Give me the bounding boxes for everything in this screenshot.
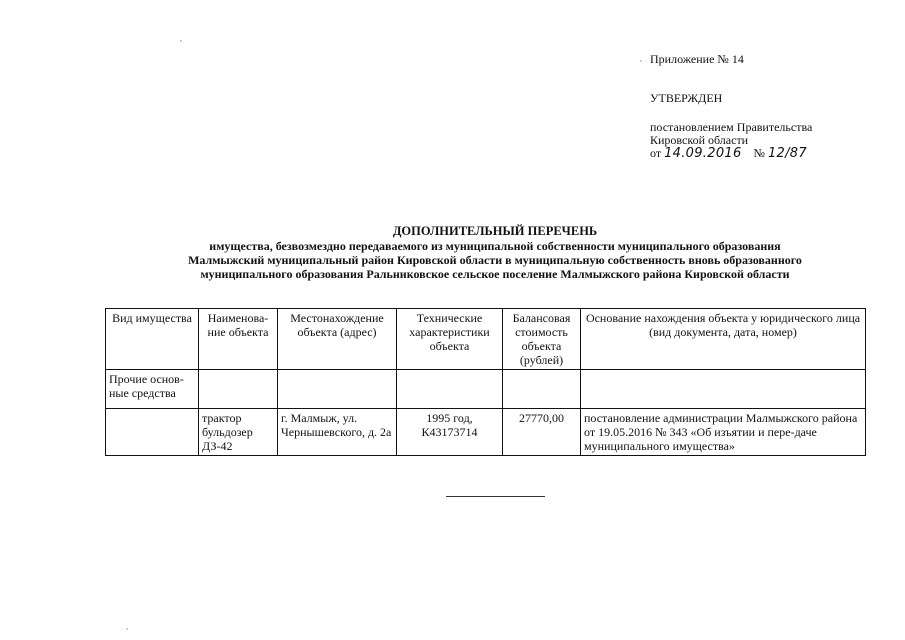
title-line-3: муниципального образования Ральниковское сельское поселение Малмыжского района Кировской области xyxy=(200,267,790,281)
decree-date: 14.09.2016 xyxy=(664,146,742,161)
col-header-address: Местонахождение объекта (адрес) xyxy=(278,309,397,370)
appendix-label: Приложение № 14 xyxy=(650,52,744,66)
category-cell: Прочие основ-ные средства xyxy=(106,370,199,409)
empty-cell xyxy=(503,370,581,409)
item-cost-cell: 27770,00 xyxy=(503,409,581,456)
decree-block xyxy=(650,121,812,160)
col-header-type: Вид имущества xyxy=(106,309,199,370)
scan-speck xyxy=(640,60,642,62)
table-row xyxy=(106,409,866,456)
col-header-name: Наименова-ние объекта xyxy=(199,309,278,370)
item-basis-cell: постановление администрации Малмыжского района от 19.05.2016 № 343 «Об изъятии и пере-даче муниципального имущества» xyxy=(581,409,866,456)
table-header-row xyxy=(106,309,866,370)
decree-number: 12/87 xyxy=(767,146,807,161)
separator-line xyxy=(446,496,545,497)
approved-label: УТВЕРЖДЕН xyxy=(650,91,723,105)
col-header-basis: Основание нахождения объекта у юридического лица (вид документа, дата, номер) xyxy=(581,309,866,370)
col-header-specs: Технические характеристики объекта xyxy=(397,309,503,370)
decree-date-line xyxy=(650,147,812,160)
empty-cell xyxy=(106,409,199,456)
date-prefix: от xyxy=(650,146,662,160)
decree-line-1: постановлением Правительства xyxy=(650,120,813,134)
col-header-cost: Балансовая стоимость объекта (рублей) xyxy=(503,309,581,370)
scan-speck xyxy=(126,628,128,630)
item-name-cell: трактор бульдозер ДЗ-42 xyxy=(199,409,278,456)
decree-line-2: Кировской области xyxy=(650,133,749,147)
property-table xyxy=(105,308,866,456)
title-line-2: Малмыжский муниципальный район Кировской области в муниципальную собственность вновь образованного xyxy=(188,253,802,267)
empty-cell xyxy=(397,370,503,409)
empty-cell xyxy=(581,370,866,409)
scan-speck xyxy=(180,40,182,42)
title-line-1: имущества, безвозмездно передаваемого из муниципальной собственности муниципального образования xyxy=(209,239,781,253)
empty-cell xyxy=(278,370,397,409)
item-specs-cell: 1995 год, К43173714 xyxy=(397,409,503,456)
table-row xyxy=(106,370,866,409)
document-title xyxy=(120,224,870,281)
item-address-cell: г. Малмыж, ул. Чернышевского, д. 2а xyxy=(278,409,397,456)
empty-cell xyxy=(199,370,278,409)
number-prefix: № xyxy=(753,146,765,160)
title-main: ДОПОЛНИТЕЛЬНЫЙ ПЕРЕЧЕНЬ xyxy=(392,224,598,238)
